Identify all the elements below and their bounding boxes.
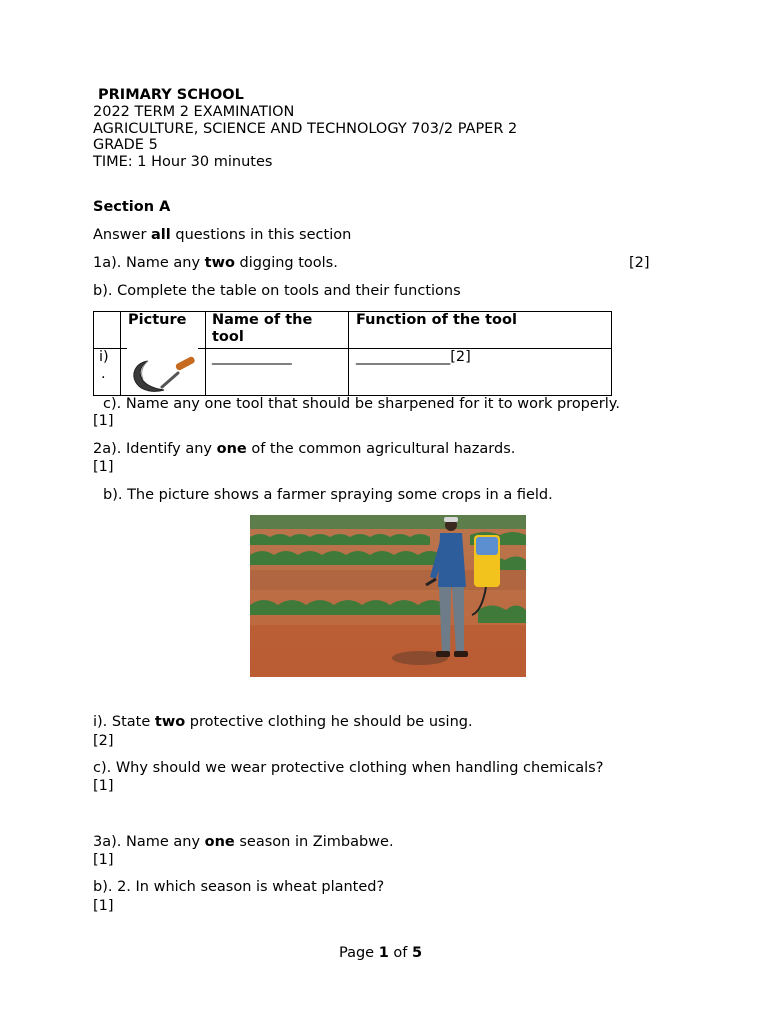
question-2c: c). Why should we wear protective clothing when handling chemicals? xyxy=(93,760,604,776)
section-title: Section A xyxy=(93,199,171,215)
question-3b: b). 2. In which season is wheat planted? xyxy=(93,879,385,895)
question-1c-marks: [1] xyxy=(93,413,114,429)
question-2b-i-marks: [2] xyxy=(93,733,114,749)
question-3b-marks: [1] xyxy=(93,898,114,914)
question-2b-i: i). State two protective clothing he should be using. xyxy=(93,714,473,730)
section-instruction: Answer all questions in this section xyxy=(93,227,352,243)
question-1b: b). Complete the table on tools and their functions xyxy=(93,283,461,299)
table-header-name-line1: Name of the xyxy=(212,312,313,328)
grade-label: GRADE 5 xyxy=(93,137,158,153)
subject-title: AGRICULTURE, SCIENCE AND TECHNOLOGY 703/2 PAPER 2 xyxy=(93,121,518,137)
question-3a: 3a). Name any one season in Zimbabwe. xyxy=(93,834,394,850)
table-row-label: i) xyxy=(99,349,109,365)
question-1a-marks: [2] xyxy=(629,255,650,271)
table-header-picture: Picture xyxy=(128,312,187,328)
time-label: TIME: 1 Hour 30 minutes xyxy=(93,154,273,170)
question-1a: 1a). Name any two digging tools. xyxy=(93,255,338,271)
school-name: PRIMARY SCHOOL xyxy=(98,87,244,103)
question-3a-marks: [1] xyxy=(93,852,114,868)
table-header-name-line2: tool xyxy=(212,329,244,345)
question-2b: b). The picture shows a farmer spraying some crops in a field. xyxy=(103,487,553,503)
sickle-image xyxy=(126,349,198,394)
page-number: Page 1 of 5 xyxy=(339,945,423,961)
question-2a: 2a). Identify any one of the common agricultural hazards. xyxy=(93,441,516,457)
farmer-spraying-photo xyxy=(250,515,526,677)
table-header-function: Function of the tool xyxy=(356,312,517,328)
exam-title: 2022 TERM 2 EXAMINATION xyxy=(93,104,295,120)
question-2c-marks: [1] xyxy=(93,778,114,794)
table-name-blank: ___________ xyxy=(212,349,292,365)
table-row-label-dot: . xyxy=(101,366,106,382)
question-2a-marks: [1] xyxy=(93,459,114,475)
table-function-blank: _____________[2] xyxy=(356,349,471,365)
question-1c: c). Name any one tool that should be sharpened for it to work properly. xyxy=(103,396,620,412)
